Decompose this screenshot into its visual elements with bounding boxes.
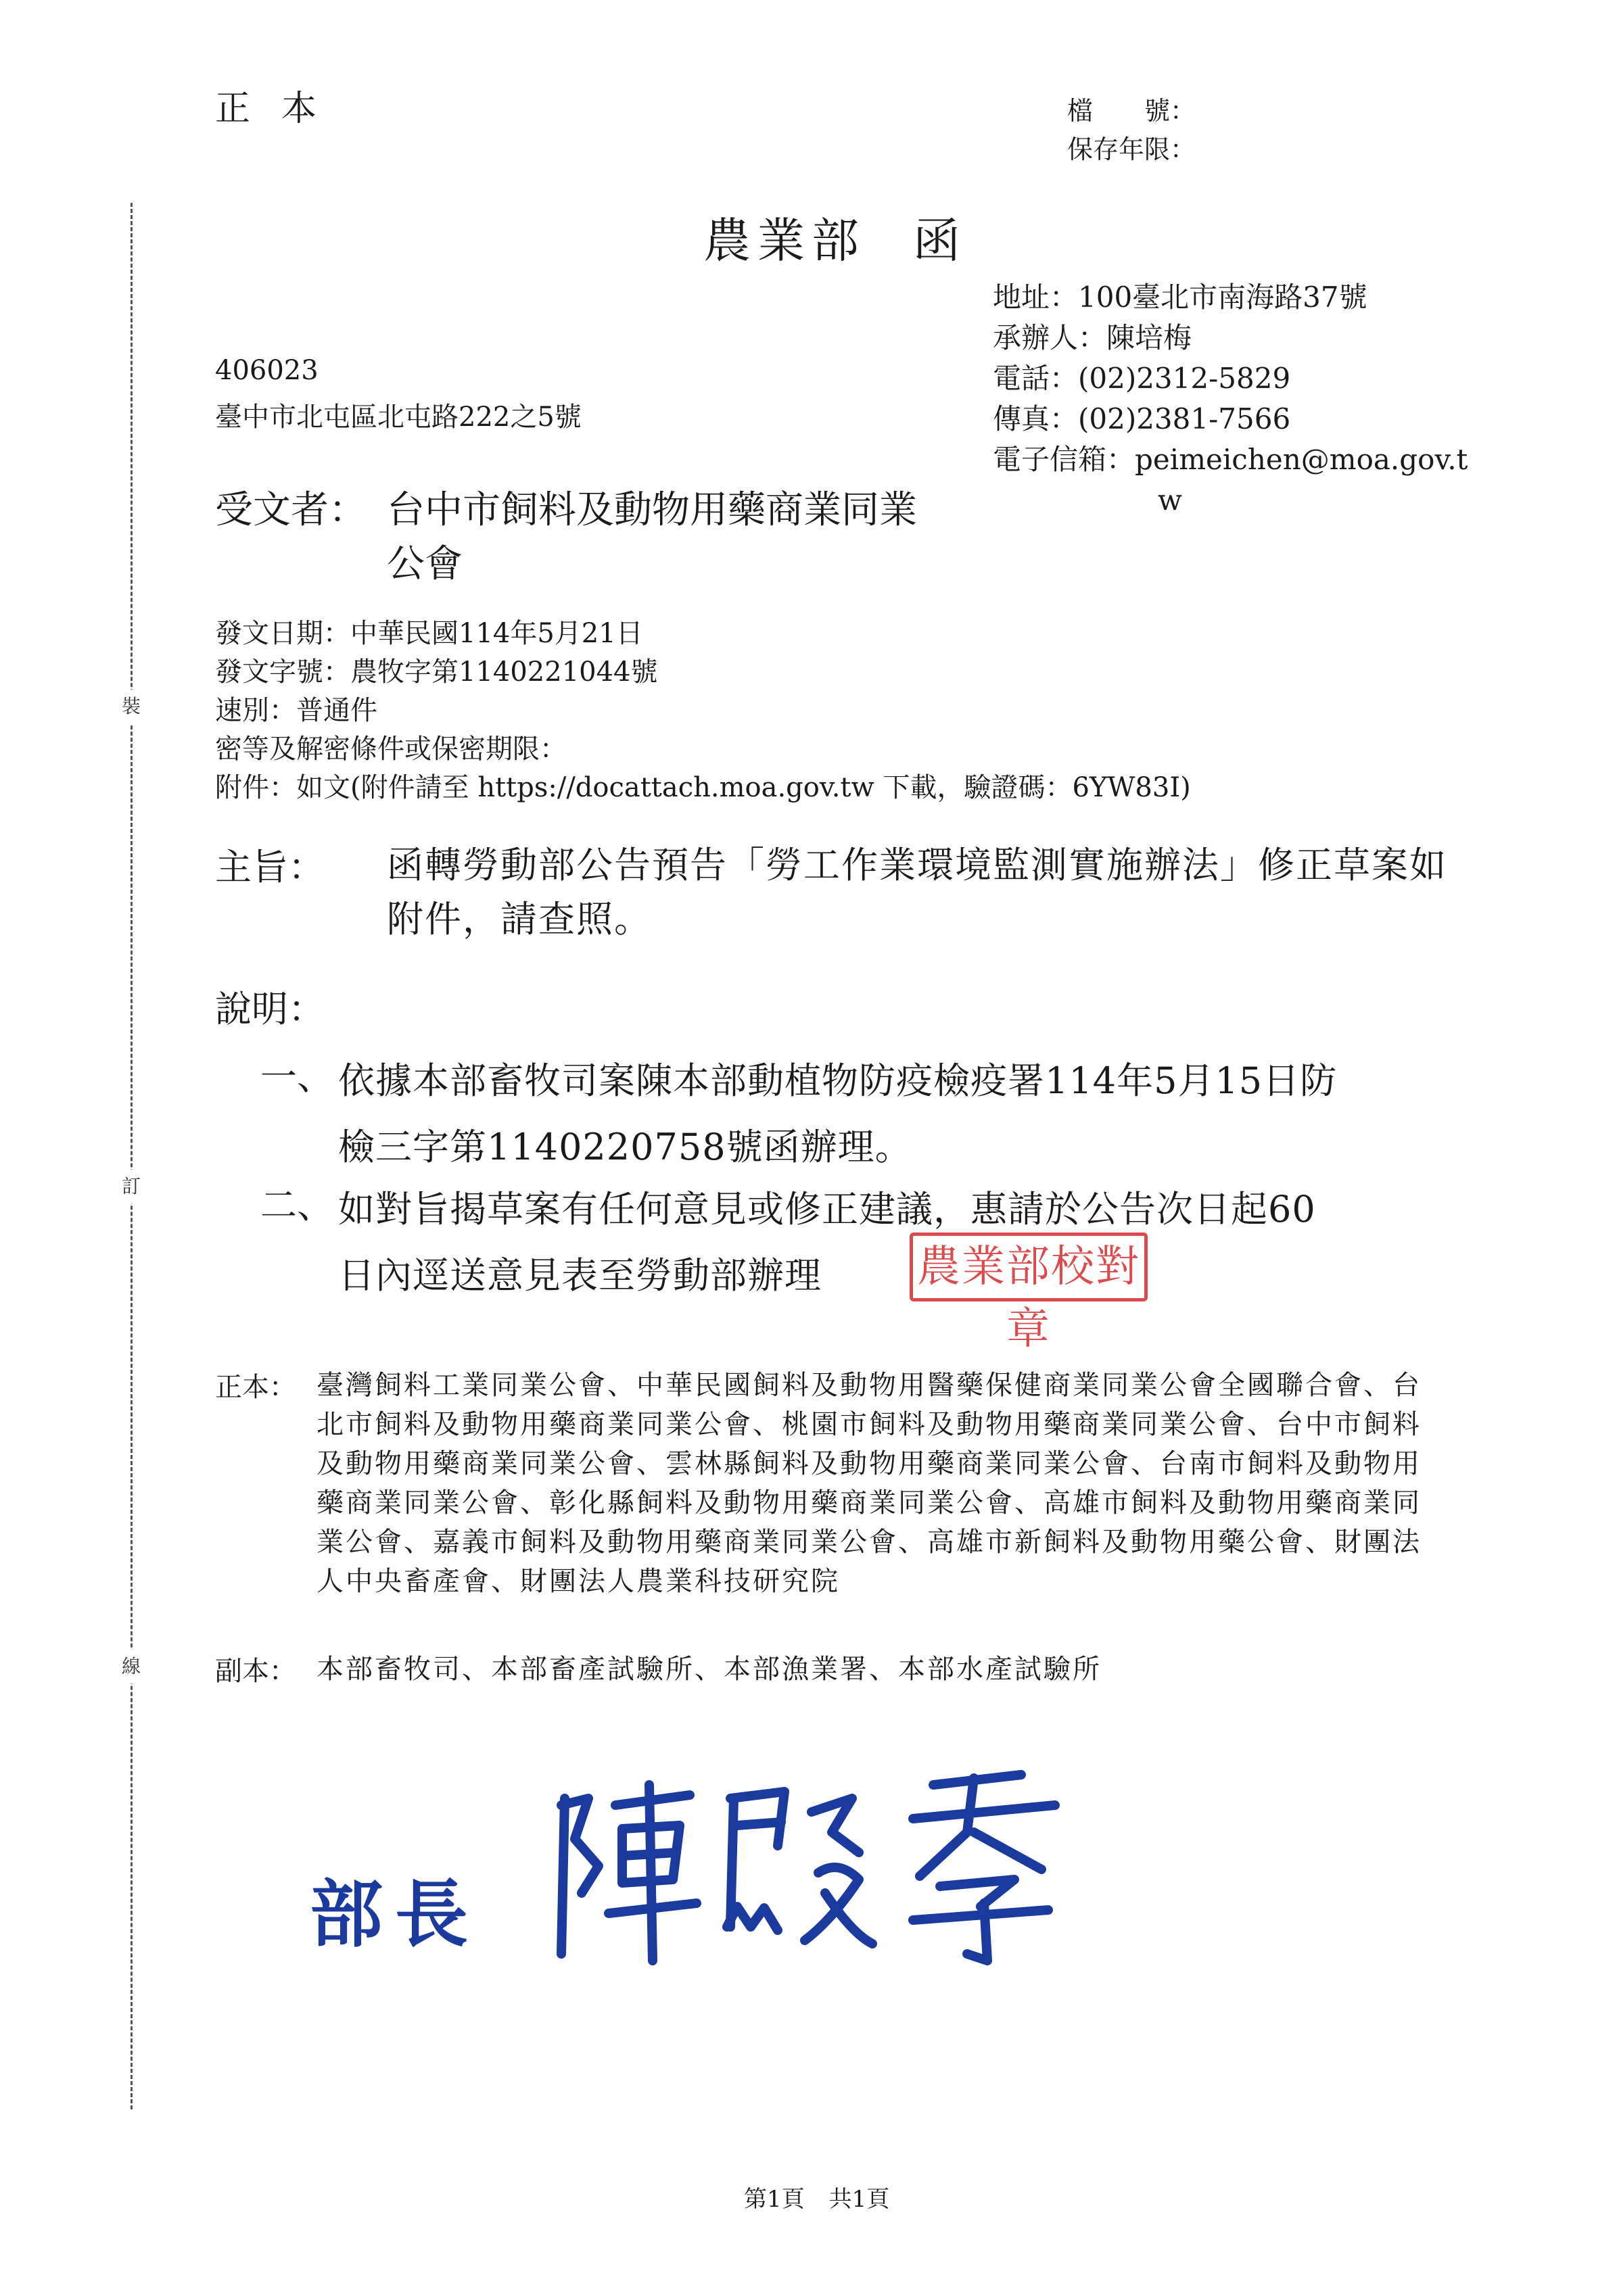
recipient-name-continued: 公會: [387, 542, 463, 586]
original-copy-label: 正本: [215, 89, 348, 129]
binding-mark-ding: 訂: [114, 1170, 149, 1203]
minister-signature: [534, 1758, 1075, 1974]
sender-address: 地址：100臺北市南海路37號: [993, 281, 1367, 314]
main-recipients-label: 正本：: [215, 1372, 296, 1403]
proofreading-seal: 農業部校對章: [910, 1233, 1148, 1301]
urgency: 速別：普通件: [215, 695, 377, 726]
recipient-address: 臺中市北屯區北屯路222之5號: [215, 402, 582, 433]
item-number: 二、: [260, 1184, 333, 1226]
binding-line: [131, 203, 133, 2109]
recipient-postal-code: 406023: [215, 355, 319, 386]
sender-handler: 承辦人：陳培梅: [993, 321, 1192, 354]
security-level: 密等及解密條件或保密期限：: [215, 734, 567, 765]
minister-title: 部長: [310, 1873, 481, 1957]
binding-mark-xian: 線: [114, 1650, 149, 1683]
document-number: 發文字號：農牧字第1140221044號: [215, 656, 658, 688]
copy-recipients-label: 副本：: [215, 1656, 296, 1687]
file-number: 檔 號：: [1067, 96, 1196, 126]
explanation-label: 說明：: [215, 988, 325, 1030]
subject-text: 函轉勞動部公告預告「勞工作業環境監測實施辦法」修正草案如附件，請查照。: [387, 844, 1447, 940]
subject-label: 主旨：: [215, 846, 325, 888]
binding-mark-zhuang: 裝: [114, 690, 149, 723]
explanation-item: 依據本部畜牧司案陳本部動植物防疫檢疫署114年5月15日防 檢三字第1140220758號函辦理。: [338, 1059, 1338, 1168]
sender-phone: 電話：(02)2312-5829: [993, 362, 1291, 395]
recipient-label: 受文者：: [215, 488, 367, 532]
attachment-info: 附件：如文(附件請至 https://docattach.moa.gov.tw 下載，驗證碼：6YW83I): [215, 772, 1191, 803]
sender-email: 電子信箱：peimeichen@moa.gov.t: [993, 443, 1468, 476]
sender-email-continued: w: [1158, 483, 1182, 517]
sender-contact-block: [993, 277, 1468, 521]
retention-period: 保存年限：: [1067, 135, 1196, 164]
explanation-item: 如對旨揭草案有任何意見或修正建議，惠請於公告次日起60 日內逕送意見表至勞動部辦理: [338, 1188, 1316, 1297]
copy-recipients-list: 本部畜牧司、本部畜產試驗所、本部漁業署、本部水產試驗所: [317, 1654, 1102, 1685]
sender-fax: 傳真：(02)2381-7566: [993, 402, 1291, 435]
page-number: 第1頁 共1頁: [744, 2186, 890, 2213]
main-recipients-list: 臺灣飼料工業同業公會、中華民國飼料及動物用醫藥保健商業同業公會全國聯合會、台北市飼料及動物用藥商業同業公會、桃園市飼料及動物用藥商業同業公會、台中市飼料及動物用藥商業同業公會、雲林縣飼料及動物用藥商業同業公會、台南市飼料及動物用藥商業同業公會、彰化縣飼料及動物用藥商業同業公會、高雄市飼料及動物用藥商業同業公會、嘉義市飼料及動物用藥商業同業公會、高雄市新飼料及動物用藥公會、財團法人中央畜產會、財團法人農業科技研究院: [317, 1370, 1422, 1597]
document-title: 農業部 函: [703, 213, 967, 268]
recipient-name: 台中市飼料及動物用藥商業同業: [387, 488, 917, 532]
item-number: 一、: [260, 1055, 333, 1098]
issue-date: 發文日期：中華民國114年5月21日: [215, 618, 643, 649]
